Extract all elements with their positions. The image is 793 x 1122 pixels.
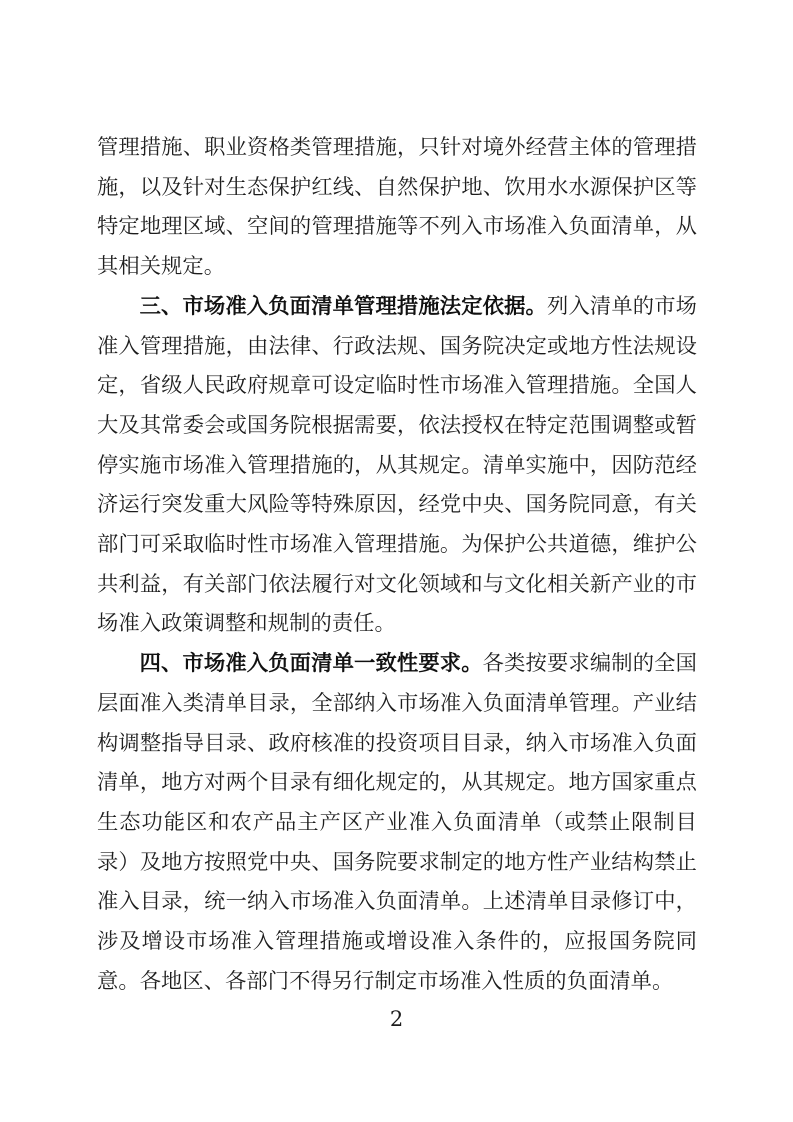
section-four-paragraph — [97, 644, 697, 1001]
paragraph-text: 列入清单的市场准入管理措施，由法律、行政法规、国务院决定或地方性法规设定，省级人民政府规章可设定临时性市场准入管理措施。全国人大及其常委会或国务院根据需要，依法授权在特定范围调整或暂停实施市场准入管理措施的，从其规定。清单实施中，因防范经济运行突发重大风险等特殊原因，经党中央、国务院同意，有关部门可采取临时性市场准入管理措施。为保护公共道德，维护公共利益，有关部门依法履行对文化领域和与文化相关新产业的市场准入政策调整和规制的责任。 — [97, 293, 697, 637]
document-body — [97, 128, 697, 1001]
paragraph-text: 各类按要求编制的全国层面准入类清单目录，全部纳入市场准入负面清单管理。产业结构调整指导目录、政府核准的投资项目目录，纳入市场准入负面清单，地方对两个目录有细化规定的，从其规定。地方国家重点生态功能区和农产品主产区产业准入负面清单（或禁止限制目录）及地方按照党中央、国务院要求制定的地方性产业结构禁止准入目录，统一纳入市场准入负面清单。上述清单目录修订中，涉及增设市场准入管理措施或增设准入条件的，应报国务院同意。各地区、各部门不得另行制定市场准入性质的负面清单。 — [97, 651, 697, 994]
section-four-heading: 四、市场准入负面清单一致性要求。 — [139, 651, 483, 677]
section-three-paragraph — [97, 287, 697, 644]
page-number: 2 — [389, 1007, 404, 1031]
section-three-heading: 三、市场准入负面清单管理措施法定依据。 — [139, 293, 547, 319]
paragraph-continuation — [97, 128, 697, 287]
paragraph-text: 管理措施、职业资格类管理措施，只针对境外经营主体的管理措施，以及针对生态保护红线、自然保护地、饮用水水源保护区等特定地理区域、空间的管理措施等不列入市场准入负面清单，从其相关规定。 — [97, 135, 697, 280]
